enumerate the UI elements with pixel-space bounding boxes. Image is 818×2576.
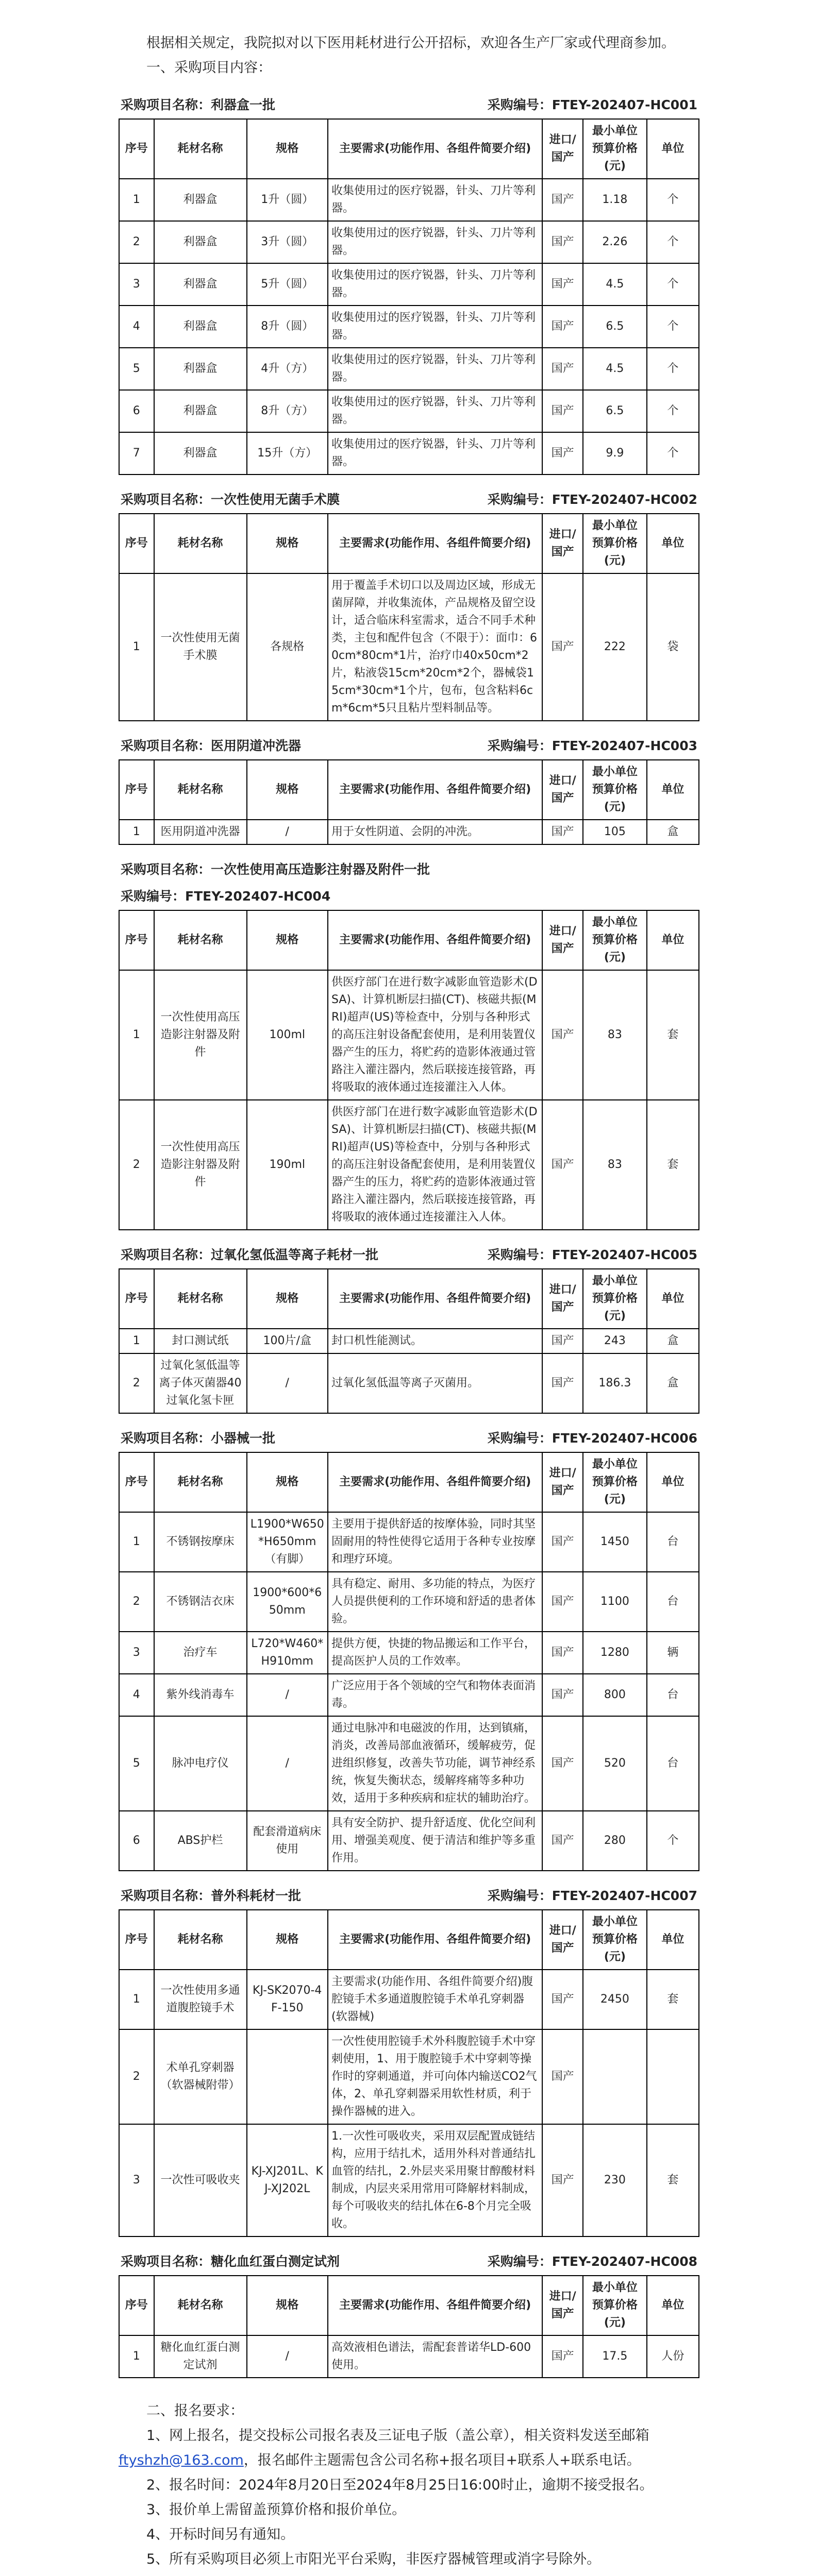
column-header-name: 耗材名称 — [154, 1269, 247, 1329]
column-header-origin: 进口/国产 — [542, 1452, 583, 1512]
column-header-unit: 单位 — [647, 119, 699, 179]
column-header-price: 最小单位预算价格(元) — [583, 1910, 647, 1970]
column-header-origin: 进口/国产 — [542, 1910, 583, 1970]
cell-no: 1 — [119, 1970, 154, 2029]
table-row — [119, 1811, 699, 1871]
procurement-project — [119, 733, 699, 845]
cell-origin: 国产 — [542, 348, 583, 390]
cell-unit: 台 — [647, 1674, 699, 1716]
column-header-unit: 单位 — [647, 1910, 699, 1970]
project-code: 采购编号：FTEY-202407-HC004 — [121, 889, 331, 904]
cell-req: 通过电脉冲和电磁波的作用，达到镇痛，消炎，改善局部血液循环，缓解疲劳，促进组织修复，改善失节功能，调节神经系统，恢复失衡状态，缓解疼痛等多种功效，适用于多种疾病和症状的辅助治疗。 — [328, 1716, 542, 1811]
table-row — [119, 820, 699, 844]
column-header-spec: 规格 — [247, 2276, 328, 2335]
table-row — [119, 1970, 699, 2029]
procurement-table — [119, 118, 699, 475]
cell-unit — [647, 2029, 699, 2124]
cell-origin: 国产 — [542, 1100, 583, 1230]
cell-unit: 人份 — [647, 2335, 699, 2378]
cell-unit: 台 — [647, 1512, 699, 1572]
column-header-spec: 规格 — [247, 1910, 328, 1970]
requirement-line-5: 5、所有采购项目必须上市阳光平台采购，非医疗器械管理或消字号除外。 — [146, 2551, 601, 2567]
procurement-table — [119, 1268, 699, 1414]
project-header — [119, 486, 699, 513]
column-header-unit: 单位 — [647, 760, 699, 820]
cell-name: 治疗车 — [154, 1632, 247, 1674]
column-header-spec: 规格 — [247, 1269, 328, 1329]
cell-spec: / — [247, 1353, 328, 1413]
cell-req: 收集使用过的医疗锐器，针头、刀片等利器。 — [328, 432, 542, 474]
cell-unit: 辆 — [647, 1632, 699, 1674]
cell-spec: L720*W460*H910mm — [247, 1632, 328, 1674]
cell-origin: 国产 — [542, 1632, 583, 1674]
intro-paragraph: 根据相关规定，我院拟对以下医用耗材进行公开招标，欢迎各生产厂家或代理商参加。 — [146, 35, 675, 51]
procurement-table — [119, 2275, 699, 2378]
procurement-project — [119, 1425, 699, 1871]
cell-req: 收集使用过的医疗锐器，针头、刀片等利器。 — [328, 306, 542, 348]
cell-spec: L1900*W650*H650mm（有脚） — [247, 1512, 328, 1572]
cell-origin: 国产 — [542, 2124, 583, 2236]
cell-no: 1 — [119, 1329, 154, 1353]
cell-origin: 国产 — [542, 1811, 583, 1871]
procurement-table — [119, 513, 699, 721]
cell-no: 3 — [119, 263, 154, 306]
cell-req: 供医疗部门在进行数字减影血管造影术(DSA)、计算机断层扫描(CT)、核磁共振(MRI)超声(US)等检查中，分别与各种形式的高压注射设备配套使用，是利用装置仪器产生的压力，将贮药的造影体液通过管路注入灌注器内，然后联接连接管路，再将吸取的液体通过连接灌注入人体。 — [328, 1100, 542, 1230]
column-header-no: 序号 — [119, 119, 154, 179]
cell-req: 一次性使用腔镜手术外科腹腔镜手术中穿刺使用，1、用于腹腔镜手术中穿刺等操作时的穿刺通道，并可向体内输送CO2气体，2、单孔穿刺器采用软性材质，利于操作器械的进入。 — [328, 2029, 542, 2124]
table-row — [119, 432, 699, 474]
section2-heading: 二、报名要求： — [146, 2403, 244, 2419]
requirement-line-2: 2、报名时间：2024年8月20日至2024年8月25日16:00时止，逾期不接受报名。 — [146, 2477, 654, 2493]
procurement-project — [119, 2248, 699, 2378]
cell-no: 4 — [119, 306, 154, 348]
cell-no: 5 — [119, 1716, 154, 1811]
cell-origin: 国产 — [542, 1329, 583, 1353]
column-header-req: 主要需求(功能作用、各组件简要介绍) — [328, 1452, 542, 1512]
column-header-no: 序号 — [119, 760, 154, 820]
cell-name: 脉冲电疗仪 — [154, 1716, 247, 1811]
cell-origin: 国产 — [542, 2335, 583, 2378]
cell-no: 2 — [119, 1100, 154, 1230]
cell-name: 一次性使用高压造影注射器及附件 — [154, 970, 247, 1100]
table-row — [119, 1674, 699, 1716]
procurement-table — [119, 1909, 699, 2237]
table-header-row — [119, 1269, 699, 1329]
column-header-name: 耗材名称 — [154, 119, 247, 179]
cell-req: 收集使用过的医疗锐器，针头、刀片等利器。 — [328, 221, 542, 263]
cell-price: 243 — [583, 1329, 647, 1353]
cell-name: 一次性使用多通道腹腔镜手术 — [154, 1970, 247, 2029]
cell-origin: 国产 — [542, 1512, 583, 1572]
cell-req: 提供方便，快捷的物品搬运和工作平台，提高医护人员的工作效率。 — [328, 1632, 542, 1674]
column-header-price: 最小单位预算价格(元) — [583, 119, 647, 179]
procurement-project — [119, 486, 699, 721]
cell-no: 1 — [119, 179, 154, 221]
project-code: 采购编号：FTEY-202407-HC001 — [487, 97, 697, 112]
table-row — [119, 1353, 699, 1413]
column-header-no: 序号 — [119, 1910, 154, 1970]
project-code: 采购编号：FTEY-202407-HC003 — [487, 738, 697, 753]
cell-req: 收集使用过的医疗锐器，针头、刀片等利器。 — [328, 263, 542, 306]
projects-container — [119, 92, 699, 2378]
cell-origin: 国产 — [542, 820, 583, 844]
cell-origin: 国产 — [542, 1572, 583, 1632]
cell-origin: 国产 — [542, 970, 583, 1100]
email-link[interactable]: ftyshzh@163.com — [119, 2452, 244, 2468]
table-header-row — [119, 1452, 699, 1512]
table-header-row — [119, 119, 699, 179]
cell-price: 6.5 — [583, 306, 647, 348]
cell-price: 280 — [583, 1811, 647, 1871]
cell-price: 1280 — [583, 1632, 647, 1674]
cell-name: 糖化血红蛋白测定试剂 — [154, 2335, 247, 2378]
procurement-table — [119, 910, 699, 1230]
requirements-section — [119, 2399, 699, 2576]
column-header-spec: 规格 — [247, 910, 328, 970]
column-header-name: 耗材名称 — [154, 910, 247, 970]
requirement-line-4: 4、开标时间另有通知。 — [146, 2527, 295, 2543]
cell-spec: / — [247, 820, 328, 844]
cell-name: ABS护栏 — [154, 1811, 247, 1871]
table-header-row — [119, 1910, 699, 1970]
cell-no: 6 — [119, 390, 154, 432]
column-header-req: 主要需求(功能作用、各组件简要介绍) — [328, 1269, 542, 1329]
cell-unit: 盒 — [647, 1329, 699, 1353]
procurement-project — [119, 1883, 699, 2237]
cell-name: 利器盒 — [154, 179, 247, 221]
column-header-no: 序号 — [119, 1269, 154, 1329]
column-header-req: 主要需求(功能作用、各组件简要介绍) — [328, 1910, 542, 1970]
column-header-spec: 规格 — [247, 1452, 328, 1512]
project-header — [119, 2248, 699, 2275]
cell-req: 收集使用过的医疗锐器，针头、刀片等利器。 — [328, 390, 542, 432]
cell-name: 术单孔穿刺器（软器械附带） — [154, 2029, 247, 2124]
column-header-req: 主要需求(功能作用、各组件简要介绍) — [328, 760, 542, 820]
column-header-unit: 单位 — [647, 514, 699, 573]
cell-req: 主要用于提供舒适的按摩体验，同时其坚固耐用的特性使得它适用于各种专业按摩和理疗环境。 — [328, 1512, 542, 1572]
cell-no: 2 — [119, 2029, 154, 2124]
cell-spec: 15升（方） — [247, 432, 328, 474]
cell-no: 1 — [119, 1512, 154, 1572]
column-header-origin: 进口/国产 — [542, 119, 583, 179]
project-title: 采购项目名称：利器盒一批 — [121, 97, 276, 112]
table-row — [119, 221, 699, 263]
column-header-name: 耗材名称 — [154, 1910, 247, 1970]
table-header-row — [119, 514, 699, 573]
cell-unit: 套 — [647, 1100, 699, 1230]
table-row — [119, 970, 699, 1100]
cell-name: 利器盒 — [154, 306, 247, 348]
cell-price: 83 — [583, 1100, 647, 1230]
cell-spec: 100片/盒 — [247, 1329, 328, 1353]
cell-price: 6.5 — [583, 390, 647, 432]
column-header-spec: 规格 — [247, 119, 328, 179]
cell-req: 封口机性能测试。 — [328, 1329, 542, 1353]
cell-price: 1450 — [583, 1512, 647, 1572]
cell-name: 一次性可吸收夹 — [154, 2124, 247, 2236]
cell-req: 供医疗部门在进行数字减影血管造影术(DSA)、计算机断层扫描(CT)、核磁共振(MRI)超声(US)等检查中，分别与各种形式的高压注射设备配套使用，是利用装置仪器产生的压力，将贮药的造影体液通过管路注入灌注器内，然后联接连接管路，再将吸取的液体通过连接灌注入人体。 — [328, 970, 542, 1100]
cell-no: 5 — [119, 348, 154, 390]
column-header-spec: 规格 — [247, 760, 328, 820]
cell-price — [583, 2029, 647, 2124]
cell-req: 收集使用过的医疗锐器，针头、刀片等利器。 — [328, 179, 542, 221]
cell-origin: 国产 — [542, 1716, 583, 1811]
procurement-project — [119, 856, 699, 1230]
cell-unit: 个 — [647, 306, 699, 348]
cell-unit: 个 — [647, 432, 699, 474]
project-header — [119, 1425, 699, 1452]
table-row — [119, 1512, 699, 1572]
cell-spec: 100ml — [247, 970, 328, 1100]
table-row — [119, 390, 699, 432]
cell-price: 2.26 — [583, 221, 647, 263]
project-code: 采购编号：FTEY-202407-HC007 — [487, 1888, 697, 1903]
table-row — [119, 1329, 699, 1353]
column-header-no: 序号 — [119, 910, 154, 970]
cell-price: 83 — [583, 970, 647, 1100]
column-header-no: 序号 — [119, 514, 154, 573]
cell-name: 封口测试纸 — [154, 1329, 247, 1353]
cell-spec: KJ-XJ201L、KJ-XJ202L — [247, 2124, 328, 2236]
cell-spec — [247, 2029, 328, 2124]
column-header-unit: 单位 — [647, 2276, 699, 2335]
procurement-project — [119, 92, 699, 475]
cell-no: 1 — [119, 820, 154, 844]
procurement-table — [119, 1452, 699, 1871]
cell-price: 4.5 — [583, 348, 647, 390]
column-header-price: 最小单位预算价格(元) — [583, 514, 647, 573]
column-header-req: 主要需求(功能作用、各组件简要介绍) — [328, 514, 542, 573]
cell-price: 1100 — [583, 1572, 647, 1632]
column-header-origin: 进口/国产 — [542, 1269, 583, 1329]
cell-req: 高效液相色谱法，需配套普诺华LD-600使用。 — [328, 2335, 542, 2378]
cell-spec: 配套滑道病床使用 — [247, 1811, 328, 1871]
table-row — [119, 2029, 699, 2124]
column-header-price: 最小单位预算价格(元) — [583, 910, 647, 970]
column-header-req: 主要需求(功能作用、各组件简要介绍) — [328, 2276, 542, 2335]
cell-no: 2 — [119, 221, 154, 263]
table-header-row — [119, 760, 699, 820]
cell-unit: 台 — [647, 1572, 699, 1632]
column-header-req: 主要需求(功能作用、各组件简要介绍) — [328, 910, 542, 970]
cell-no: 7 — [119, 432, 154, 474]
cell-name: 利器盒 — [154, 263, 247, 306]
project-header — [119, 733, 699, 759]
cell-spec: / — [247, 1716, 328, 1811]
cell-spec: 190ml — [247, 1100, 328, 1230]
table-row — [119, 306, 699, 348]
section1-heading: 一、采购项目内容： — [146, 60, 272, 76]
cell-origin: 国产 — [542, 390, 583, 432]
cell-unit: 台 — [647, 1716, 699, 1811]
cell-unit: 个 — [647, 348, 699, 390]
project-title: 采购项目名称：一次性使用高压造影注射器及附件一批 — [121, 862, 430, 877]
table-row — [119, 263, 699, 306]
column-header-name: 耗材名称 — [154, 1452, 247, 1512]
cell-unit: 盒 — [647, 1353, 699, 1413]
column-header-unit: 单位 — [647, 1269, 699, 1329]
cell-spec: 4升（方） — [247, 348, 328, 390]
cell-origin: 国产 — [542, 306, 583, 348]
cell-spec: 8升（方） — [247, 390, 328, 432]
column-header-origin: 进口/国产 — [542, 514, 583, 573]
table-row — [119, 1100, 699, 1230]
cell-spec: KJ-SK2070-4F-150 — [247, 1970, 328, 2029]
cell-no: 1 — [119, 573, 154, 721]
cell-origin: 国产 — [542, 2029, 583, 2124]
cell-price: 800 — [583, 1674, 647, 1716]
cell-price: 4.5 — [583, 263, 647, 306]
table-row — [119, 573, 699, 721]
cell-req: 过氧化氢低温等离子灭菌用。 — [328, 1353, 542, 1413]
table-row — [119, 1572, 699, 1632]
cell-unit: 个 — [647, 390, 699, 432]
cell-price: 2450 — [583, 1970, 647, 2029]
cell-name: 利器盒 — [154, 348, 247, 390]
cell-no: 1 — [119, 970, 154, 1100]
cell-price: 186.3 — [583, 1353, 647, 1413]
cell-req: 具有稳定、耐用、多功能的特点，为医疗人员提供便利的工作环境和舒适的患者体验。 — [328, 1572, 542, 1632]
cell-no: 4 — [119, 1674, 154, 1716]
project-title: 采购项目名称：医用阴道冲洗器 — [121, 738, 302, 753]
cell-origin: 国产 — [542, 432, 583, 474]
cell-price: 9.9 — [583, 432, 647, 474]
cell-req: 具有安全防护、提升舒适度、优化空间利用、增强美观度、便于清洁和维护等多重作用。 — [328, 1811, 542, 1871]
cell-spec: 8升（圆） — [247, 306, 328, 348]
cell-unit: 套 — [647, 1970, 699, 2029]
column-header-no: 序号 — [119, 2276, 154, 2335]
cell-unit: 个 — [647, 221, 699, 263]
project-code: 采购编号：FTEY-202407-HC005 — [487, 1247, 697, 1262]
project-title: 采购项目名称：普外科耗材一批 — [121, 1888, 302, 1903]
cell-spec: 1900*600*650mm — [247, 1572, 328, 1632]
cell-origin: 国产 — [542, 263, 583, 306]
cell-spec: / — [247, 2335, 328, 2378]
cell-name: 不锈钢洁衣床 — [154, 1572, 247, 1632]
cell-unit: 个 — [647, 179, 699, 221]
cell-origin: 国产 — [542, 1353, 583, 1413]
cell-origin: 国产 — [542, 1674, 583, 1716]
cell-unit: 盒 — [647, 820, 699, 844]
cell-req: 用于覆盖手术切口以及周边区域，形成无菌屏障，并收集流体，产品规格及留空设计，适合临床科室需求，适合不同手术种类，主包和配件包含（不限于）：面巾：60cm*80cm*1片，治疗巾40x50cm*2片，粘液袋15cm*20cm*2个，器械袋15cm*30cm*1个片，包布，包含粘料6cm*6cm*5只且粘片型料制品等。 — [328, 573, 542, 721]
cell-unit: 个 — [647, 1811, 699, 1871]
requirement-line-1: 1、网上报名，提交投标公司报名表及三证电子版（盖公章），相关资料发送至邮箱ftyshzh@163.com，报名邮件主题需包含公司名称+报名项目+联系人+联系电话。 — [119, 2428, 649, 2468]
cell-price: 520 — [583, 1716, 647, 1811]
cell-spec: 1升（圆） — [247, 179, 328, 221]
table-row — [119, 1716, 699, 1811]
table-row — [119, 2335, 699, 2378]
cell-spec: 3升（圆） — [247, 221, 328, 263]
project-code: 采购编号：FTEY-202407-HC008 — [487, 2254, 697, 2269]
table-row — [119, 1632, 699, 1674]
project-title: 采购项目名称：小器械一批 — [121, 1431, 276, 1446]
cell-name: 不锈钢按摩床 — [154, 1512, 247, 1572]
column-header-origin: 进口/国产 — [542, 2276, 583, 2335]
cell-name: 利器盒 — [154, 221, 247, 263]
column-header-no: 序号 — [119, 1452, 154, 1512]
column-header-price: 最小单位预算价格(元) — [583, 760, 647, 820]
requirement-line-6 — [119, 2572, 699, 2576]
column-header-spec: 规格 — [247, 514, 328, 573]
column-header-unit: 单位 — [647, 910, 699, 970]
table-row — [119, 179, 699, 221]
cell-origin: 国产 — [542, 179, 583, 221]
column-header-name: 耗材名称 — [154, 760, 247, 820]
cell-req: 1.一次性可吸收夹，采用双层配置成链结构，应用于结扎术，适用外科对普通结扎血管的结扎，2.外层夹采用聚甘醇酸材料制成，内层夹采用常用可降解材料制成，每个可吸收夹的结扎体在6-8个月完全吸收。 — [328, 2124, 542, 2236]
cell-name: 一次性使用高压造影注射器及附件 — [154, 1100, 247, 1230]
cell-no: 6 — [119, 1811, 154, 1871]
cell-no: 3 — [119, 2124, 154, 2236]
project-header — [119, 92, 699, 118]
column-header-price: 最小单位预算价格(元) — [583, 2276, 647, 2335]
cell-name: 利器盒 — [154, 390, 247, 432]
cell-price: 17.5 — [583, 2335, 647, 2378]
column-header-unit: 单位 — [647, 1452, 699, 1512]
cell-no: 2 — [119, 1572, 154, 1632]
project-code: 采购编号：FTEY-202407-HC006 — [487, 1431, 697, 1446]
column-header-origin: 进口/国产 — [542, 760, 583, 820]
column-header-name: 耗材名称 — [154, 2276, 247, 2335]
cell-unit: 袋 — [647, 573, 699, 721]
cell-req: 广泛应用于各个领域的空气和物体表面消毒。 — [328, 1674, 542, 1716]
procurement-project — [119, 1242, 699, 1414]
project-code: 采购编号：FTEY-202407-HC002 — [487, 492, 697, 507]
column-header-origin: 进口/国产 — [542, 910, 583, 970]
table-header-row — [119, 2276, 699, 2335]
cell-origin: 国产 — [542, 221, 583, 263]
procurement-table — [119, 759, 699, 845]
project-title: 采购项目名称：糖化血红蛋白测定试剂 — [121, 2254, 340, 2269]
cell-no: 3 — [119, 1632, 154, 1674]
cell-origin: 国产 — [542, 573, 583, 721]
table-row — [119, 348, 699, 390]
requirement-line-3: 3、报价单上需留盖预算价格和报价单位。 — [146, 2502, 406, 2518]
cell-origin: 国产 — [542, 1970, 583, 2029]
cell-price: 105 — [583, 820, 647, 844]
cell-spec: 5升（圆） — [247, 263, 328, 306]
column-header-price: 最小单位预算价格(元) — [583, 1452, 647, 1512]
table-row — [119, 2124, 699, 2236]
cell-spec: 各规格 — [247, 573, 328, 721]
cell-no: 2 — [119, 1353, 154, 1413]
cell-name: 一次性使用无菌手术膜 — [154, 573, 247, 721]
cell-name: 医用阴道冲洗器 — [154, 820, 247, 844]
project-header — [119, 1242, 699, 1268]
cell-req: 主要需求(功能作用、各组件简要介绍)腹腔镜手术多通道腹腔镜手术单孔穿刺器(软器械) — [328, 1970, 542, 2029]
project-title: 采购项目名称：一次性使用无菌手术膜 — [121, 492, 340, 507]
cell-name: 紫外线消毒车 — [154, 1674, 247, 1716]
cell-unit: 个 — [647, 263, 699, 306]
cell-name: 过氧化氢低温等离子体灭菌器40过氧化氢卡匣 — [154, 1353, 247, 1413]
cell-name: 利器盒 — [154, 432, 247, 474]
cell-unit: 套 — [647, 2124, 699, 2236]
cell-req: 收集使用过的医疗锐器，针头、刀片等利器。 — [328, 348, 542, 390]
cell-no: 1 — [119, 2335, 154, 2378]
project-title: 采购项目名称：过氧化氢低温等离子耗材一批 — [121, 1247, 379, 1262]
cell-unit: 套 — [647, 970, 699, 1100]
table-header-row — [119, 910, 699, 970]
column-header-name: 耗材名称 — [154, 514, 247, 573]
cell-price: 1.18 — [583, 179, 647, 221]
project-header — [119, 1883, 699, 1909]
cell-price: 230 — [583, 2124, 647, 2236]
column-header-price: 最小单位预算价格(元) — [583, 1269, 647, 1329]
cell-req: 用于女性阴道、会阴的冲洗。 — [328, 820, 542, 844]
cell-spec: / — [247, 1674, 328, 1716]
column-header-req: 主要需求(功能作用、各组件简要介绍) — [328, 119, 542, 179]
cell-price: 222 — [583, 573, 647, 721]
